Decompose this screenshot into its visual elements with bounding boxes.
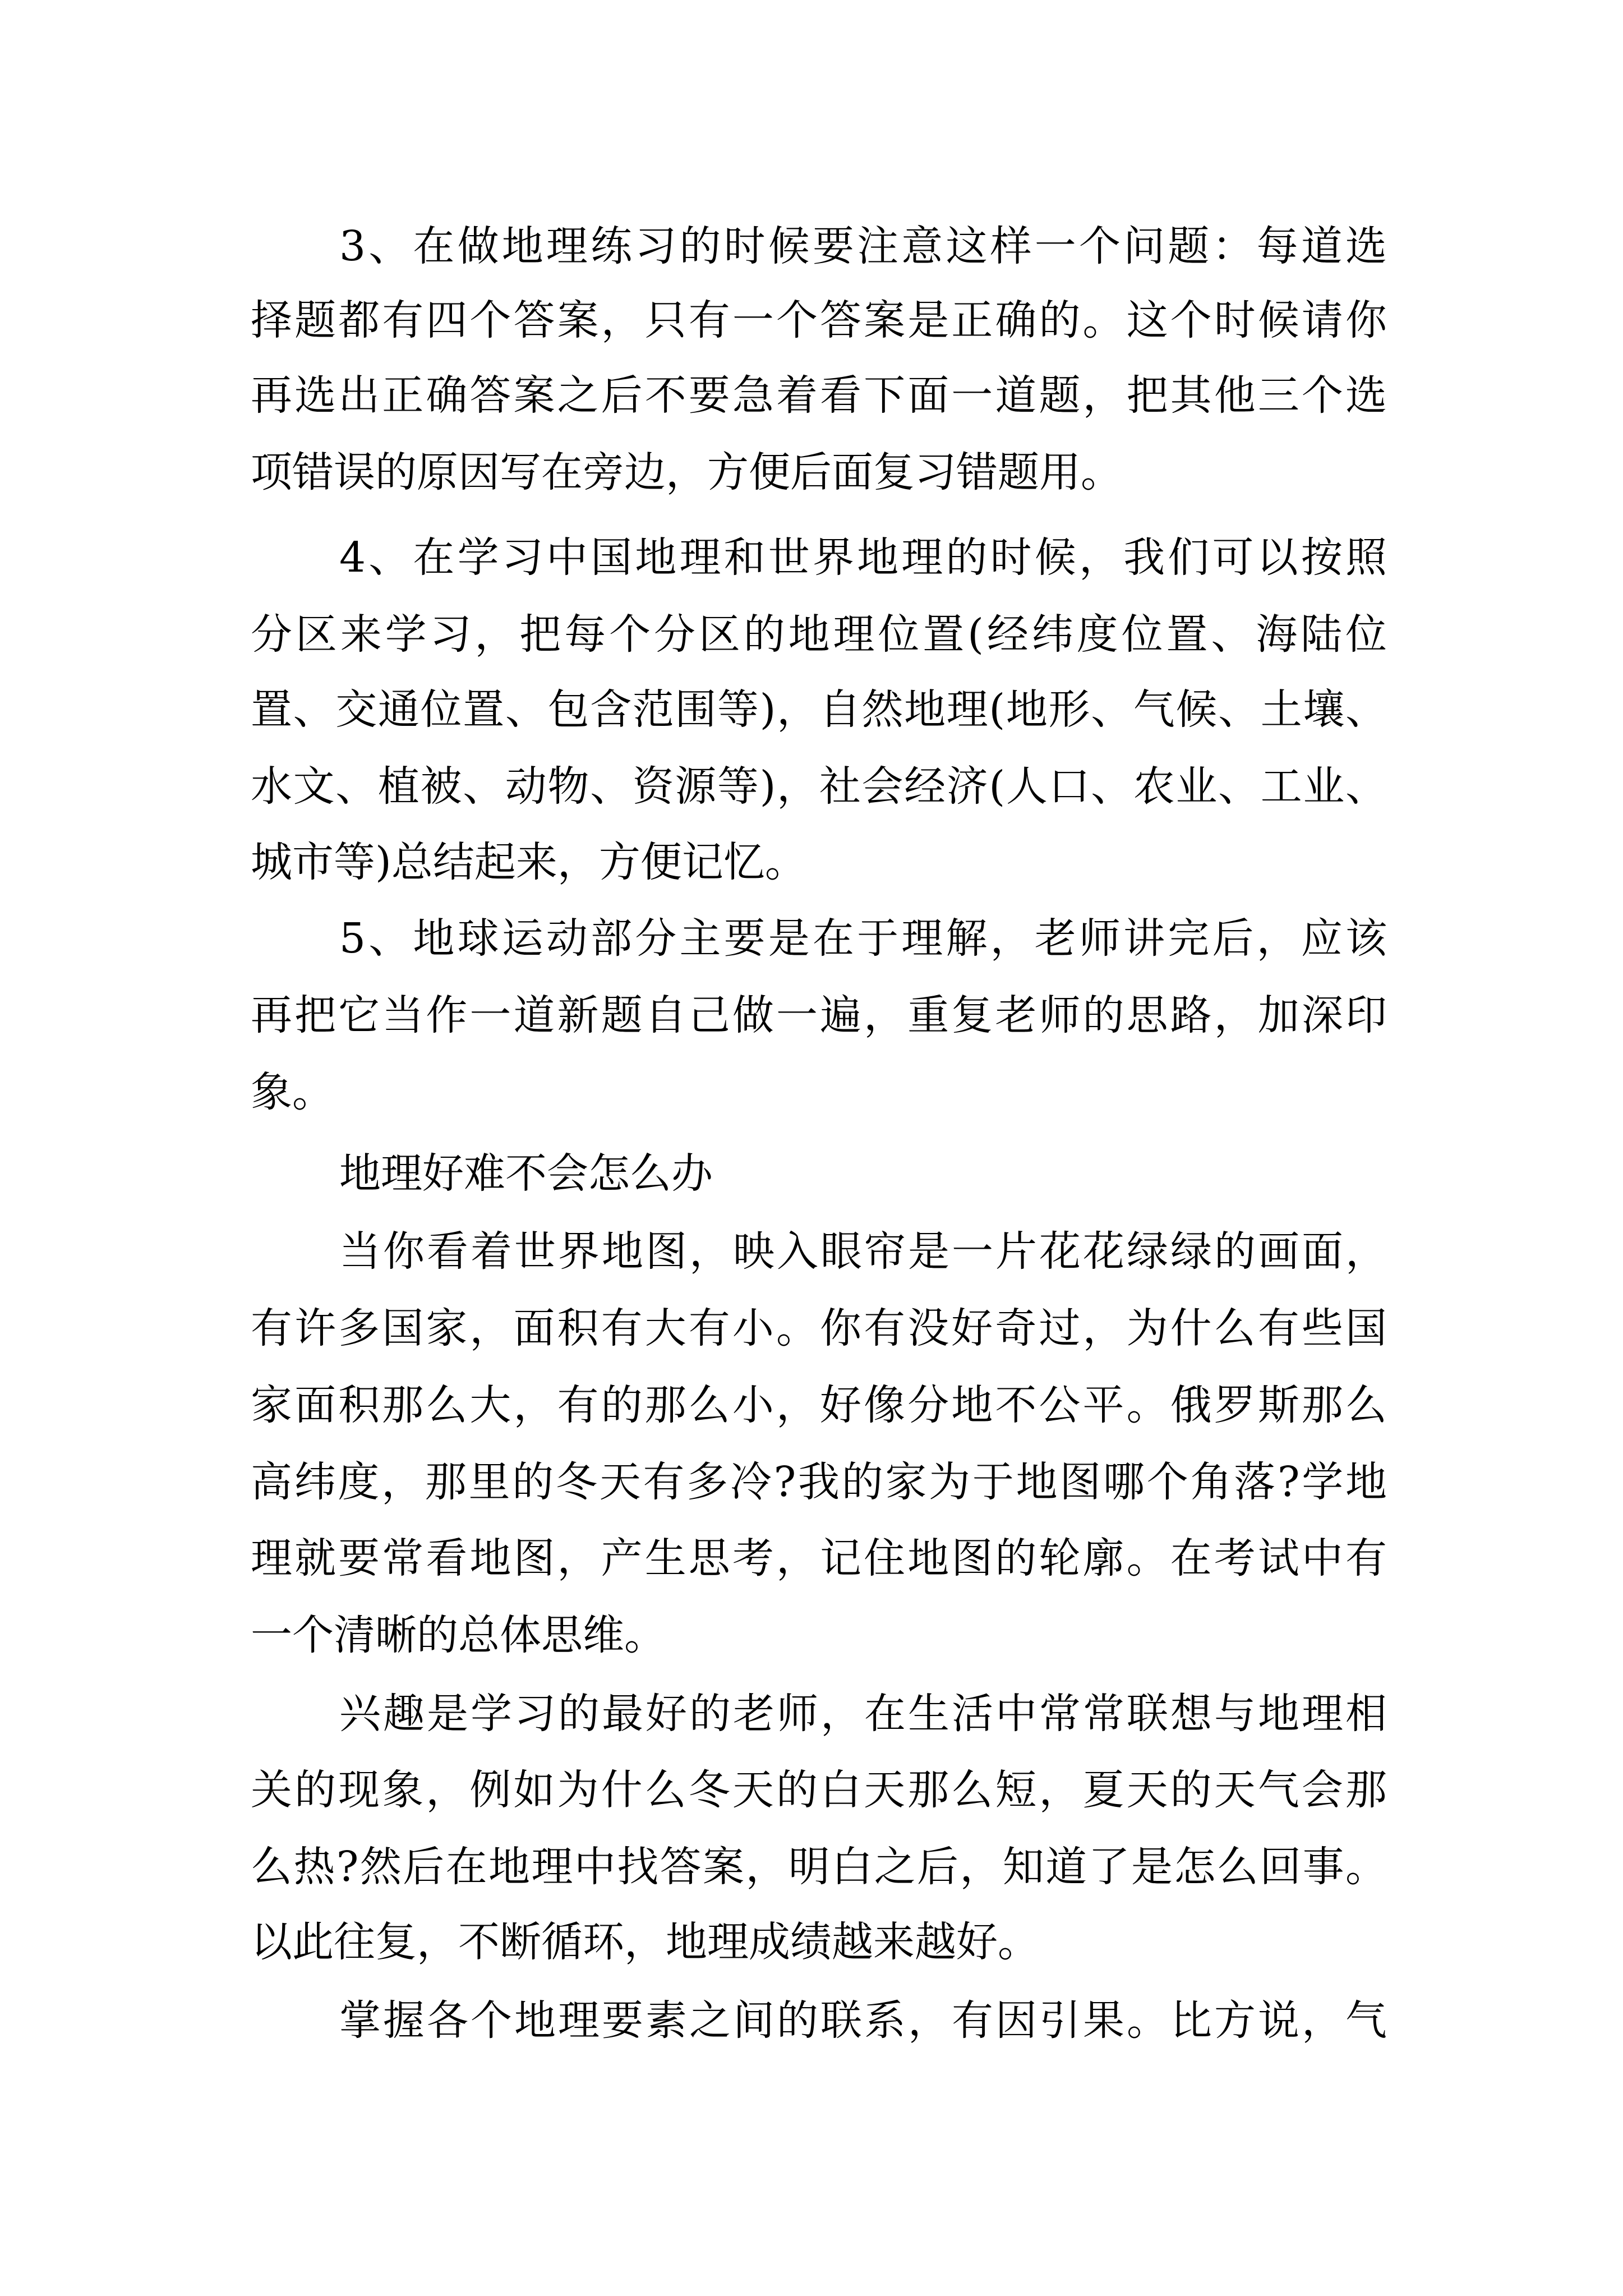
paragraph-line: 关的现象，例如为什么冬天的白天那么短，夏天的天气会那 (251, 1766, 1387, 1814)
paragraph-line: 高纬度，那里的冬天有多冷?我的家为于地图哪个角落?学地 (251, 1458, 1387, 1506)
paragraph-line: 再选出正确答案之后不要急着看下面一道题，把其他三个选 (251, 371, 1387, 420)
paragraph-line: 城市等)总结起来，方便记忆。 (251, 838, 806, 886)
section-heading: 地理好难不会怎么办 (339, 1149, 713, 1198)
paragraph-line: 以此往复，不断循环，地理成绩越来越好。 (251, 1918, 1039, 1966)
paragraph-line: 3、在做地理练习的时候要注意这样一个问题：每道选 (339, 222, 1387, 270)
paragraph-line: 水文、植被、动物、资源等)，社会经济(人口、农业、工业、 (251, 762, 1387, 811)
paragraph-line: 理就要常看地图，产生思考，记住地图的轮廓。在考试中有 (251, 1534, 1387, 1582)
paragraph-line: 象。 (251, 1068, 334, 1116)
paragraph-line: 置、交通位置、包含范围等)，自然地理(地形、气候、土壤、 (251, 685, 1387, 734)
paragraph-line: 择题都有四个答案，只有一个答案是正确的。这个时候请你 (251, 296, 1387, 344)
paragraph-line: 5、地球运动部分主要是在于理解，老师讲完后，应该 (339, 914, 1387, 963)
paragraph-line: 家面积那么大，有的那么小，好像分地不公平。俄罗斯那么 (251, 1381, 1387, 1429)
paragraph-line: 有许多国家，面积有大有小。你有没好奇过，为什么有些国 (251, 1304, 1387, 1352)
paragraph-line: 再把它当作一道新题自己做一遍，重复老师的思路，加深印 (251, 991, 1387, 1039)
paragraph-line: 么热?然后在地理中找答案，明白之后，知道了是怎么回事。 (251, 1843, 1387, 1891)
paragraph-line: 当你看着世界地图，映入眼帘是一片花花绿绿的画面， (339, 1227, 1387, 1276)
paragraph-line: 项错误的原因写在旁边，方便后面复习错题用。 (251, 448, 1122, 496)
paragraph-line: 分区来学习，把每个分区的地理位置(经纬度位置、海陆位 (251, 610, 1387, 659)
paragraph-line: 4、在学习中国地理和世界地理的时候，我们可以按照 (339, 533, 1387, 582)
paragraph-line: 兴趣是学习的最好的老师，在生活中常常联想与地理相 (339, 1690, 1387, 1738)
paragraph-line: 一个清晰的总体思维。 (251, 1611, 666, 1659)
paragraph-line: 掌握各个地理要素之间的联系，有因引果。比方说，气 (339, 1996, 1387, 2045)
